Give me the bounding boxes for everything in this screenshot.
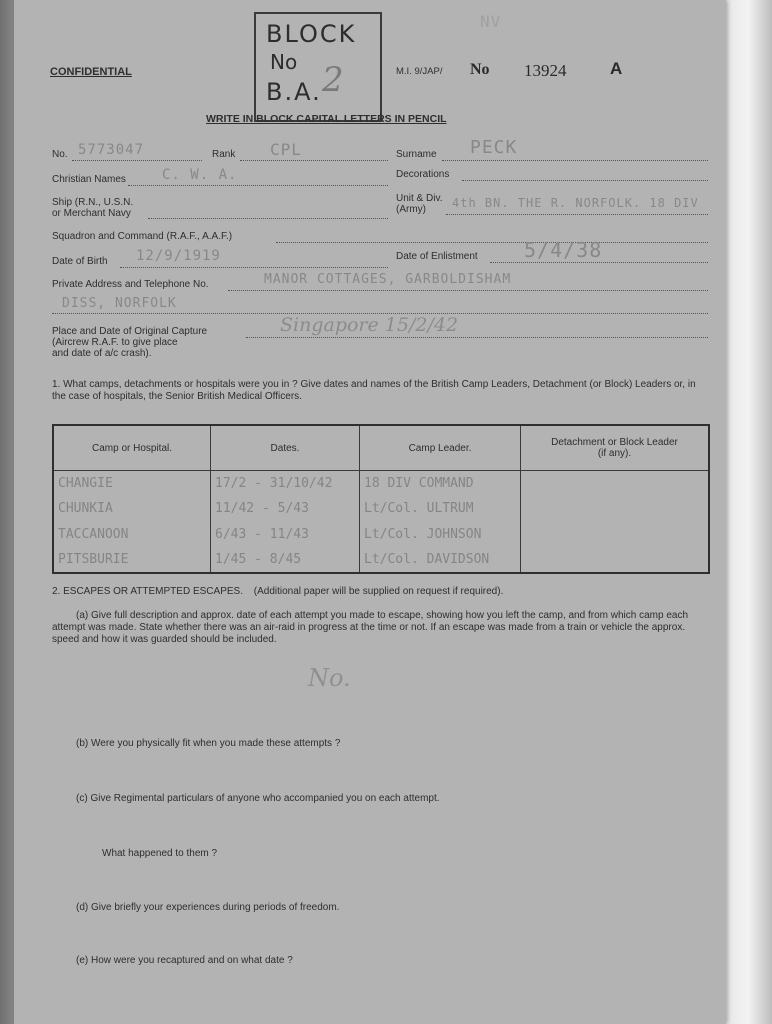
stamp-handwritten-mark: 2 [322,60,344,100]
block-stamp [254,12,382,122]
dob-label: Date of Birth [52,256,108,267]
confidential-label: CONFIDENTIAL [50,66,132,78]
table-row [53,471,709,497]
camp-cell: CHUNKIA [53,496,211,521]
enlistment-label: Date of Enlistment [396,251,478,262]
capture-label-line1: Place and Date of Original Capture [52,326,208,337]
christian-names-line [128,185,388,186]
surname-value: PECK [470,137,518,158]
camp-cell: PITSBURIE [53,547,211,573]
ref-code: M.I. 9/JAP/ [396,66,443,77]
question-2b: (b) Were you physically fit when you made these attempts ? [76,738,341,749]
rank-line [240,160,388,161]
ship-line [148,218,388,219]
form-no-label: No [470,61,490,78]
stamp-line2: No [270,50,298,74]
rank-value: CPL [270,140,302,159]
instruction-heading: WRITE IN BLOCK CAPITAL LETTERS IN PENCIL [206,113,447,125]
capture-line [246,337,708,338]
no-line [72,160,202,161]
detachment-cell [521,471,710,497]
camps-table [52,424,710,574]
ship-label-line2: or Merchant Navy [52,208,131,219]
dates-cell: 6/43 - 11/43 [211,521,360,546]
section2-heading-note: (Additional paper will be supplied on request if required). [253,586,504,597]
question-2d: (d) Give briefly your experiences during periods of freedom. [76,902,340,913]
address-label: Private Address and Telephone No. [52,279,209,290]
capture-label-line3: and date of a/c crash). [52,348,152,359]
table-row [53,547,709,573]
question-2a-answer: No. [308,664,351,692]
enlistment-value: 5/4/38 [524,238,603,262]
unit-label-line2: (Army) [396,204,426,215]
decorations-line [462,180,708,181]
leader-cell: Lt/Col. JOHNSON [360,521,521,546]
no-value: 5773047 [78,142,145,158]
camps-table-header-row [53,425,709,471]
stamp-line3: B.A. [266,78,322,106]
dates-cell: 1/45 - 8/45 [211,547,360,573]
capture-label-line2: (Aircrew R.A.F. to give place [52,337,178,348]
squadron-label: Squadron and Command (R.A.F., A.A.F.) [52,231,233,242]
form-number: 13924 [524,61,567,80]
col-leader-header: Camp Leader. [360,425,521,471]
page-edge-right [718,0,772,1024]
camp-cell: CHANGIE [53,471,211,497]
squadron-line [276,242,708,243]
no-label: No. [52,149,68,160]
question-2c: (c) Give Regimental particulars of anyone who accompanied you on each attempt. [76,793,440,804]
christian-names-value: C. W. A. [162,167,238,183]
form-suffix: A [610,59,623,78]
dates-cell: 11/42 - 5/43 [211,496,360,521]
col-camp-header: Camp or Hospital. [53,425,211,471]
surname-line [442,160,708,161]
dob-value: 12/9/1919 [136,248,221,264]
decorations-label: Decorations [396,169,450,180]
section2-heading [52,586,503,597]
unit-label-line1: Unit & Div. [396,193,443,204]
top-note: NV [480,12,502,31]
question-2c-followup: What happened to them ? [102,848,218,859]
question-2e: (e) How were you recaptured and on what date ? [76,955,293,966]
dates-cell: 17/2 - 31/10/42 [211,471,360,497]
ship-label-line1: Ship (R.N., U.S.N. [52,197,134,208]
detachment-cell [521,547,710,573]
leader-cell: Lt/Col. DAVIDSON [360,547,521,573]
detachment-cell [521,496,710,521]
leader-cell: Lt/Col. ULTRUM [360,496,521,521]
surname-label: Surname [396,149,437,160]
christian-names-label: Christian Names [52,174,126,185]
section2-heading-text: 2. ESCAPES OR ATTEMPTED ESCAPES. [52,586,243,597]
leader-cell: 18 DIV COMMAND [360,471,521,497]
question-2a: (a) Give full description and approx. date of each attempt you made to escape, showing how you left the camp, and from which camp each attempt was made. State whether there was an air-raid in progress at the time or not. If an escape was made from a train or vehicle the approx. speed and how it was guarded should be included. [52,610,689,645]
unit-line [446,214,708,215]
stamp-line1: BLOCK [266,20,357,48]
unit-value: 4th BN. THE R. NORFOLK. 18 DIV [452,196,699,210]
table-row [53,496,709,521]
capture-value: Singapore 15/2/42 [280,314,459,336]
rank-label: Rank [212,149,236,160]
address-line1 [228,290,708,291]
camp-cell: TACCANOON [53,521,211,546]
question-1: 1. What camps, detachments or hospitals were you in ? Give dates and names of the British Camp Leaders, Detachment (or Block) Leaders or, in the case of hospitals, the Senior British Medical Officers. [52,379,696,402]
address-value-line2: DISS, NORFOLK [62,296,177,311]
address-value-line1: MANOR COTTAGES, GARBOLDISHAM [264,272,512,287]
dob-line [120,267,388,268]
table-row [53,521,709,546]
detachment-cell [521,521,710,546]
col-dates-header: Dates. [211,425,360,471]
enlistment-line [490,262,708,263]
document-sheet [14,0,726,1024]
col-detachment-header: Detachment or Block Leader (if any). [521,425,710,471]
